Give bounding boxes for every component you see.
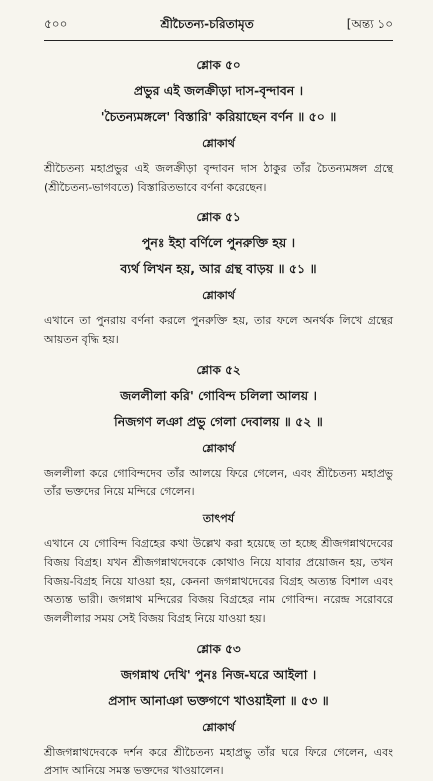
chapter-section: [অন্ত্য ১০: [346, 17, 393, 31]
verse-line: জগন্নাথ দেখি' পুনঃ নিজ-ঘরে আইলা ।: [120, 666, 317, 682]
verse-line: 'চৈতন্যমঙ্গলে' বিস্তারি' করিয়াছেন বর্ণন ॥ ৫০ ॥: [100, 109, 337, 124]
verse-line: প্রভুর এই জলক্রীড়া দাস-বৃন্দাবন ।: [133, 83, 304, 98]
verse-line: প্রসাদ আনাঞা ভক্তগণে খাওয়াইলা ॥ ৫৩ ॥: [108, 692, 329, 708]
translation-label: শ্লোকার্থ: [202, 289, 235, 303]
verse-50: [44, 57, 393, 129]
verse-line: জললীলা করি' গোবিন্দ চলিলা আলয় ।: [120, 387, 317, 403]
translation-text: এখানে তা পুনরায় বর্ণনা করলে পুনরুক্তি হয়, তার ফলে অনর্থক লিখে গ্রন্থের আয়তন বৃদ্ধি হয়।: [44, 314, 393, 347]
verse-heading: শ্লোক ৫৩: [196, 641, 241, 656]
verse-line: পুনঃ ইহা বর্ণিলে পুনরুক্তি হয় ।: [141, 235, 296, 251]
purport-text: এখানে যে গোবিন্দ বিগ্রহের কথা উল্লেখ করা হয়েছে তা হচ্ছে শ্রীজগন্নাথদেবের বিজয় বিগ্রহ। যখন শ্রীজগন্নাথদেবকে কোথাও নিয়ে যাবার প্রয়োজন হয়, তখন বিজয়-বিগ্রহ নিয়ে যাওয়া হয়, কেননা জগন্নাথদেবের বিগ্রহ অত্যন্ত বিশাল এবং অত্যন্ত ভারী। জগন্নাথ মন্দিরের বিজয় বিগ্রহের নাম গোবিন্দ। নরেন্দ্র সরোবরে জললীলার সময় সেই বিজয় বিগ্রহ নিয়ে যাওয়া হয়।: [44, 537, 393, 625]
translation-text: শ্রীজগন্নাথদেবকে দর্শন করে শ্রীচৈতন্য মহাপ্রভু তাঁর ঘরে ফিরে গেলেন, এবং প্রসাদ আনিয়ে সমস্ত ভক্তদের খাওয়ালেন।: [44, 745, 393, 778]
verse-heading: শ্লোক ৫০: [196, 58, 241, 72]
book-title: শ্রীচৈতন্য-চরিতামৃত: [160, 17, 254, 31]
translation-label: শ্লোকার্থ: [202, 441, 235, 455]
verse-line: ব্যর্থ লিখন হয়, আর গ্রন্থ বাড়য় ॥ ৫১ ॥: [120, 261, 317, 277]
translation-text: জললীলা করে গোবিন্দদেব তাঁর আলয়ে ফিরে গেলেন, এবং শ্রীচৈতন্য মহাপ্রভু তাঁর ভক্তদের নিয়ে মন্দিরে গেলেন।: [44, 466, 393, 499]
verse-heading: শ্লোক ৫২: [196, 362, 241, 377]
verse-line: নিজগণ লঞা প্রভু গেলা দেবালয় ॥ ৫২ ॥: [114, 413, 323, 429]
translation-label: শ্লোকার্থ: [202, 720, 235, 734]
verse-53: [44, 641, 393, 713]
purport-label: তাৎপর্য: [202, 512, 235, 526]
verse-heading: শ্লোক ৫১: [196, 210, 241, 225]
page-number: ৫০০: [44, 17, 68, 31]
verse-52: [44, 362, 393, 434]
translation-text: শ্রীচৈতন্য মহাপ্রভুর এই জলক্রীড়া বৃন্দাবন দাস ঠাকুর তাঁর চৈতন্যমঙ্গল গ্রন্থে (শ্রীচৈতন্য-ভাগবতে) বিস্তারিতভাবে বর্ণনা করেছেন।: [44, 162, 393, 194]
verse-51: [44, 209, 393, 281]
page-header: [44, 16, 393, 41]
translation-label: শ্লোকার্থ: [202, 137, 235, 150]
